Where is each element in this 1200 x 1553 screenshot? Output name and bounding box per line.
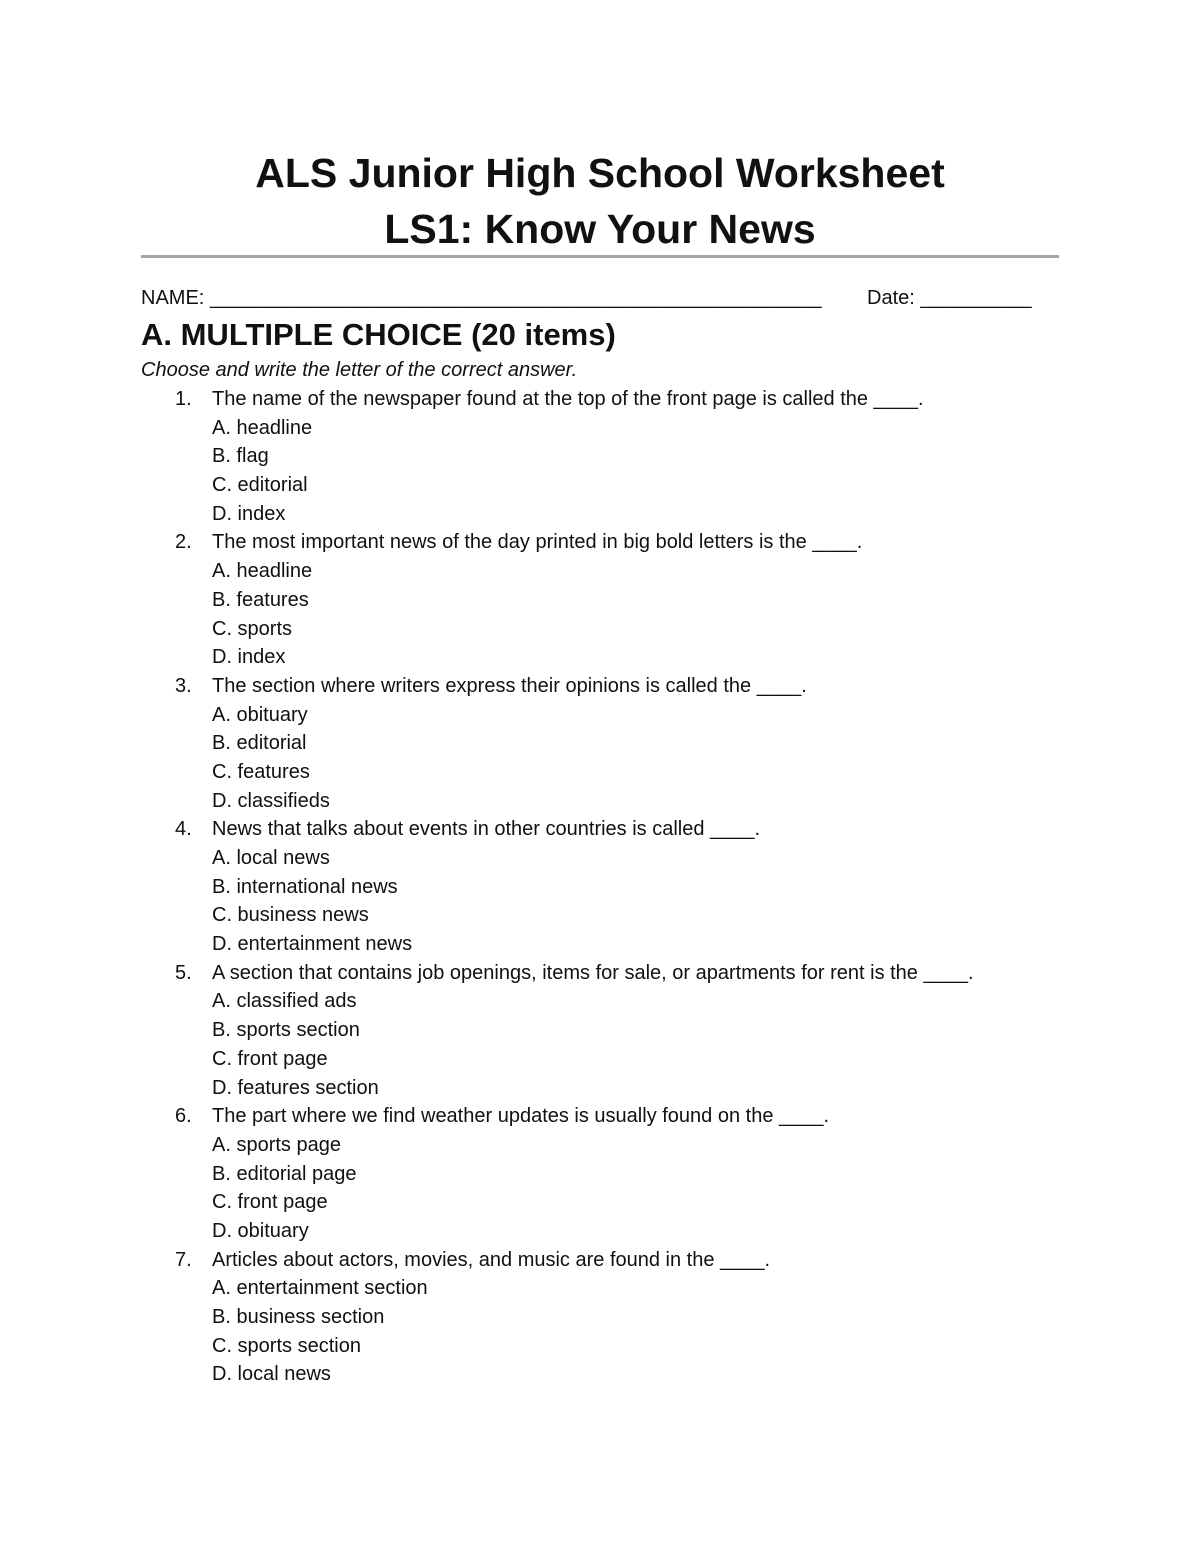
answer-option: C. sports xyxy=(212,617,293,640)
question-item xyxy=(141,815,1059,958)
question-number: 4. xyxy=(175,818,192,841)
answer-option: D. features section xyxy=(212,1076,379,1099)
question-number: 5. xyxy=(175,961,192,984)
section-instructions: Choose and write the letter of the correct answer. xyxy=(141,359,578,381)
question-item xyxy=(141,672,1059,815)
answer-option: D. index xyxy=(212,502,286,525)
question-item xyxy=(141,385,1059,528)
answer-option: D. local news xyxy=(212,1363,331,1386)
answer-option: A. headline xyxy=(212,560,313,583)
answer-option: B. international news xyxy=(212,875,398,898)
question-text: The most important news of the day printed in big bold letters is the ____. xyxy=(212,531,863,554)
name-date-row xyxy=(141,284,1059,312)
answer-option: B. business section xyxy=(212,1306,385,1328)
answer-option: D. classifieds xyxy=(212,789,330,812)
question-number: 3. xyxy=(175,674,192,697)
answer-option: A. local news xyxy=(212,847,330,869)
title-divider xyxy=(141,255,1059,258)
answer-option: B. editorial xyxy=(212,732,307,755)
answer-option: C. editorial xyxy=(212,474,308,497)
answer-option: B. features xyxy=(212,588,309,611)
answer-option: A. entertainment section xyxy=(212,1277,428,1300)
page-subtitle: LS1: Know Your News xyxy=(384,206,816,252)
answer-option: A. sports page xyxy=(212,1133,341,1156)
answer-option: C. features xyxy=(212,760,310,783)
answer-option: A. classified ads xyxy=(212,990,357,1013)
question-text: The part where we find weather updates is usually found on the ____. xyxy=(212,1105,830,1128)
question-item xyxy=(141,528,1059,671)
section-heading: A. MULTIPLE CHOICE (20 items) xyxy=(141,317,616,352)
name-field: NAME: _______________________________________________________ xyxy=(141,287,822,309)
answer-option: D. entertainment news xyxy=(212,933,413,956)
question-number: 2. xyxy=(175,531,192,554)
answer-option: B. sports section xyxy=(212,1019,360,1042)
question-number: 7. xyxy=(175,1248,192,1271)
question-item xyxy=(141,959,1059,1102)
answer-option: D. index xyxy=(212,646,286,669)
answer-option: B. editorial page xyxy=(212,1162,357,1185)
question-list xyxy=(141,385,1059,1389)
answer-option: D. obituary xyxy=(212,1219,309,1242)
question-item xyxy=(141,1246,1059,1389)
answer-option: C. front page xyxy=(212,1047,328,1070)
question-text: A section that contains job openings, items for sale, or apartments for rent is the ____. xyxy=(212,961,974,984)
question-text: The section where writers express their opinions is called the ____. xyxy=(212,674,807,697)
question-item xyxy=(141,1102,1059,1245)
answer-option: A. headline xyxy=(212,416,313,439)
page-title: ALS Junior High School Worksheet xyxy=(255,150,945,196)
answer-option: A. obituary xyxy=(212,703,308,726)
question-text: The name of the newspaper found at the top of the front page is called the ____. xyxy=(212,388,924,410)
answer-option: C. front page xyxy=(212,1191,328,1214)
date-field: Date: __________ xyxy=(867,287,1032,309)
answer-option: C. sports section xyxy=(212,1334,361,1357)
question-number: 1. xyxy=(175,388,192,410)
answer-option: C. business news xyxy=(212,904,369,927)
question-text: Articles about actors, movies, and music are found in the ____. xyxy=(212,1248,771,1271)
question-text: News that talks about events in other countries is called ____. xyxy=(212,818,761,841)
answer-option: B. flag xyxy=(212,445,269,468)
page-title-block xyxy=(141,145,1059,257)
question-number: 6. xyxy=(175,1105,192,1128)
